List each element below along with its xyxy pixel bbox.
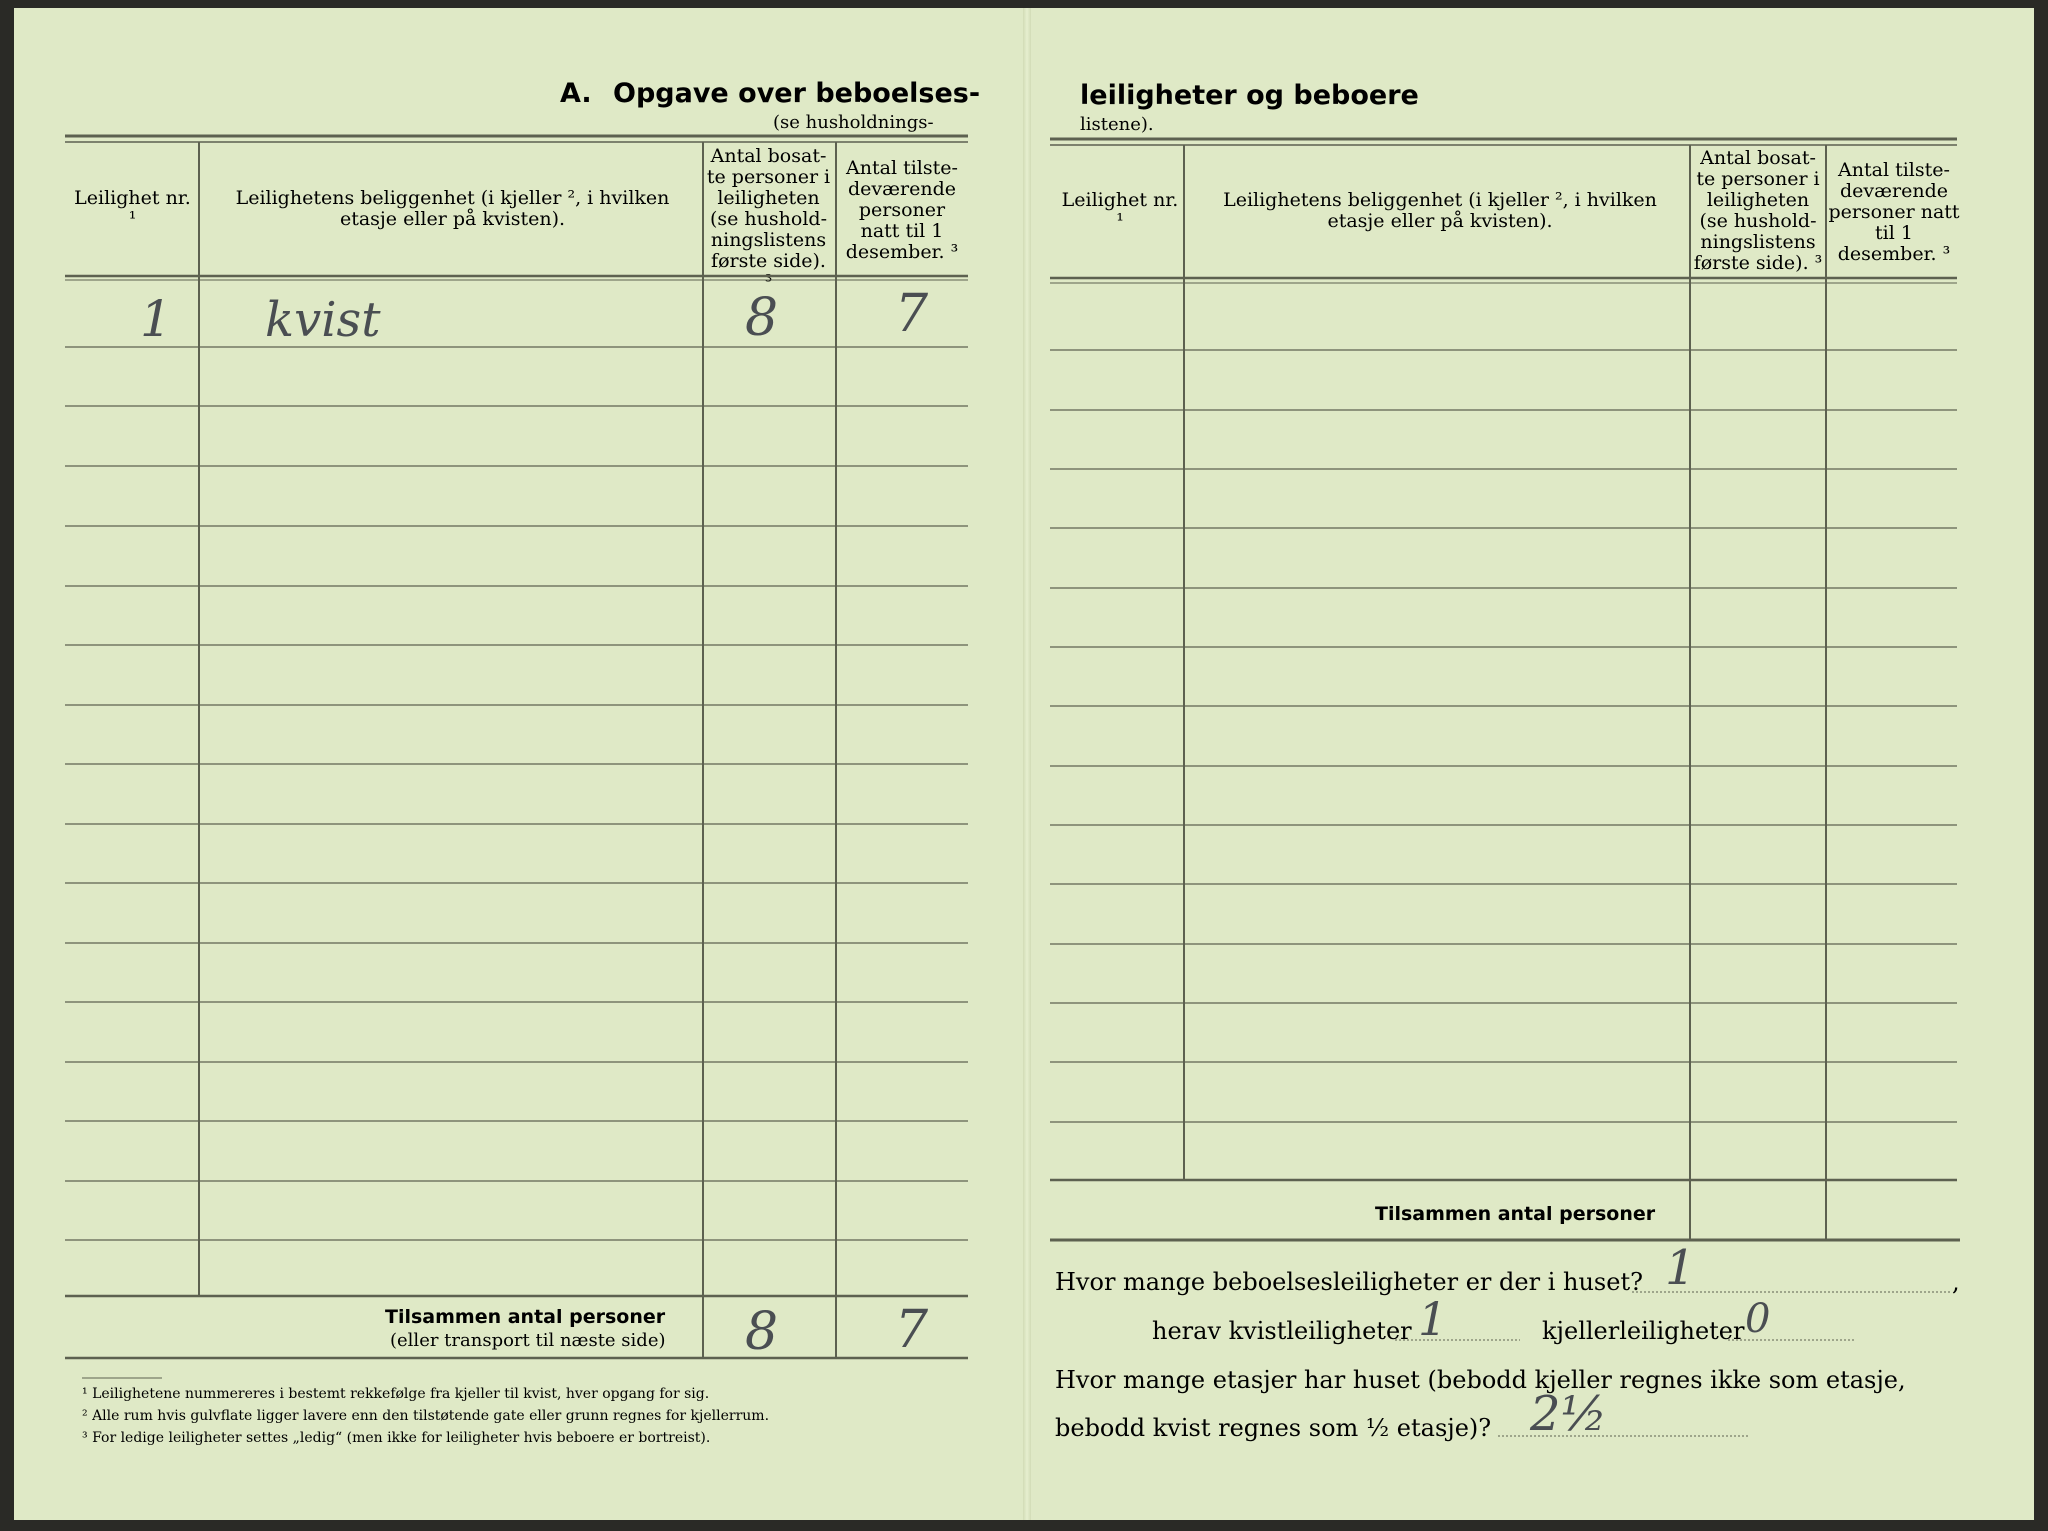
- question-floors-1: Hvor mange etasjer har huset (bebodd kjeller regnes ikke som etasje,: [1055, 1366, 1906, 1394]
- answer-apartments: 1: [1665, 1240, 1696, 1296]
- left-header-present: Antal tilste-deværende personer natt til 1 desember. ³: [845, 157, 959, 263]
- answer-attic-apartments: 1: [1418, 1292, 1448, 1346]
- right-header-residents: Antal bosat-te personer i leiligheten (se hushold-ningslistens første side). ³: [1693, 147, 1823, 274]
- answer-basement-apartments: 0: [1745, 1296, 1771, 1342]
- left-header-residents: Antal bosat-te personer i leiligheten (se hushold-ningslistens første side). ³: [706, 145, 831, 293]
- left-header-nr: Leilighet nr. ¹: [74, 187, 191, 230]
- footnote-2: ² Alle rum hvis gulvflate ligger lavere enn den tilstøtende gate eller grunn regnes for kjellerrum.: [82, 1408, 770, 1424]
- question-floors-2: bebodd kvist regnes som ½ etasje)?: [1055, 1414, 1492, 1442]
- left-total-present: 7: [895, 1300, 929, 1360]
- row-1-residents: 8: [745, 288, 779, 348]
- right-title: leiligheter og beboere: [1080, 80, 1419, 111]
- right-header-present: Antal tilste-deværende personer natt til 1 desember. ³: [1828, 159, 1960, 265]
- row-1-present: 7: [895, 284, 929, 344]
- question-attic-apartments: herav kvistleiligheter: [1152, 1317, 1412, 1345]
- left-header-location: Leilighetens beliggenhet (i kjeller ², i hvilken etasje eller på kvisten).: [235, 187, 670, 230]
- row-1-nr: 1: [140, 290, 172, 348]
- left-total-sub: (eller transport til næste side): [390, 1330, 666, 1351]
- right-total-label: Tilsammen antal personer: [1375, 1203, 1656, 1225]
- left-title: Opgave over beboelses-: [613, 78, 981, 109]
- question-apartments: Hvor mange beboelsesleiligheter er der i huset?: [1055, 1268, 1643, 1296]
- footnote-3: ³ For ledige leiligheter settes „ledig“ (men ikke for leiligheter hvis beboere er bortreist).: [82, 1430, 711, 1446]
- right-subtitle: listene).: [1080, 114, 1154, 135]
- footnote-1: ¹ Leilighetene nummereres i bestemt rekkefølge fra kjeller til kvist, hver opgang for sig.: [82, 1386, 710, 1402]
- row-1-location: kvist: [265, 292, 381, 348]
- left-total-residents: 8: [745, 1302, 779, 1362]
- question-apartments-comma: ,: [1952, 1268, 1960, 1296]
- left-subtitle: (se husholdnings-: [773, 112, 934, 133]
- answer-floors: 2½: [1530, 1386, 1608, 1442]
- section-label: A.: [560, 78, 592, 109]
- right-header-nr: Leilighet nr. ¹: [1061, 189, 1179, 232]
- question-basement-apartments: kjellerleiligheter: [1542, 1317, 1745, 1345]
- left-total-label: Tilsammen antal personer: [385, 1306, 666, 1328]
- right-header-location: Leilighetens beliggenhet (i kjeller ², i hvilken etasje eller på kvisten).: [1223, 189, 1657, 232]
